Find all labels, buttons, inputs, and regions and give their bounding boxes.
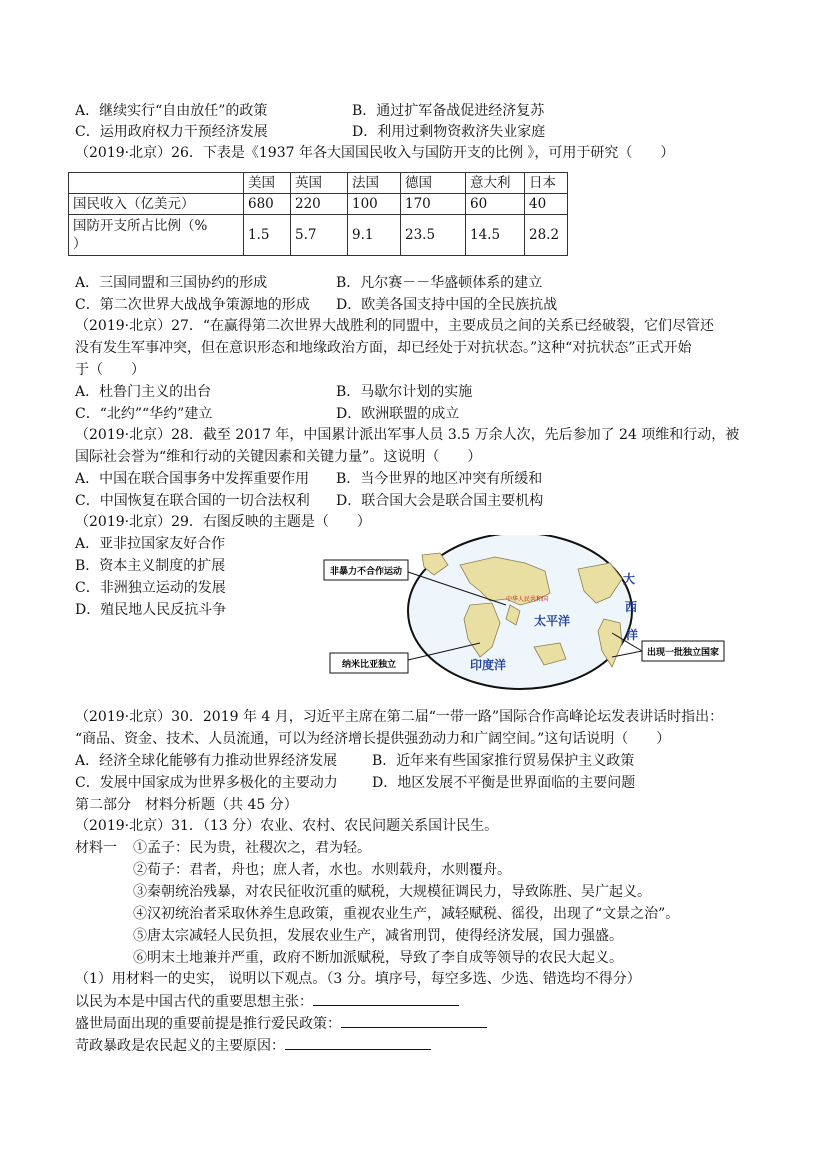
q31-material-label: 材料一	[75, 840, 117, 856]
q29-option-b: B．资本主义制度的扩展	[75, 558, 226, 574]
q27-option-b: B．马歇尔计划的实施	[336, 384, 473, 400]
q28-stem-line2: 国际社会誉为“维和行动的关键因素和关键力量”。这说明（ ）	[75, 449, 482, 465]
q29-option-c: C．非洲独立运动的发展	[75, 580, 226, 596]
q31-fill-row-1	[75, 991, 459, 1012]
map-label-atlantic-1: 大	[623, 572, 636, 586]
table-cell: 14.5	[466, 215, 525, 256]
q25-option-b: B．通过扩军备战促进经济复苏	[352, 103, 545, 119]
table-cell	[69, 173, 244, 194]
q31-fill-row-2	[75, 1013, 487, 1034]
table-row	[69, 215, 568, 256]
q31-fill-prompt-1: 以民为本是中国古代的重要思想主张：	[75, 994, 313, 1010]
q28-option-a: A．中国在联合国事务中发挥重要作用	[75, 471, 310, 487]
row2-label-line1: 国防开支所占比例（%	[73, 218, 208, 234]
table-cell: 意大利	[466, 173, 525, 194]
table-cell: 28.2	[525, 215, 568, 256]
answer-blank-1[interactable]	[313, 991, 459, 1006]
q31-fill-prompt-3: 苛政暴政是农民起义的主要原因：	[75, 1038, 285, 1054]
q26-option-b: B．凡尔赛－－华盛顿体系的建立	[336, 275, 543, 291]
table-cell	[69, 215, 244, 256]
table-row	[69, 194, 568, 215]
q27-option-a: A．杜鲁门主义的出台	[75, 384, 212, 400]
q29-option-d: D．殖民地人民反抗斗争	[75, 602, 227, 618]
q25-option-a: A．继续实行“自由放任”的政策	[75, 103, 268, 119]
q30-option-a: A．经济全球化能够有力推动世界经济发展	[75, 753, 338, 769]
map-label-noncoop: 非暴力不合作运动	[329, 567, 403, 577]
q30-option-c: C．发展中国家成为世界多极化的主要动力	[75, 775, 338, 791]
q27-stem-line3: 于（ ）	[75, 362, 145, 378]
q31-material-item-2: ②荀子：君者，舟也；庶人者，水也。水则载舟，水则覆舟。	[133, 862, 511, 878]
q28-stem-line1: （2019·北京）28．截至 2017 年，中国累计派出军事人员 3.5 万余人次，先后参加了 24 项维和行动，被	[75, 427, 740, 443]
table-cell: 170	[401, 194, 466, 215]
map-label-nasser: 纳米比亚独立	[341, 660, 397, 670]
row2-label-line2: ）	[73, 236, 87, 252]
q27-stem-line2: 没有发生军事冲突，但在意识形态和地缘政治方面，却已经处于对抗状态。”这种“对抗状态”正式开始	[75, 340, 692, 356]
table-cell: 德国	[401, 173, 466, 194]
part2-title: 第二部分 材料分析题（共 45 分）	[75, 797, 298, 813]
table-cell: 220	[291, 194, 348, 215]
q29-option-a: A．亚非拉国家友好合作	[75, 536, 226, 552]
q31-stem: （2019·北京）31．（13 分）农业、农村、农民问题关系国计民生。	[75, 818, 499, 834]
q31-material-item-4: ④汉初统治者采取休养生息政策，重视农业生产，减轻赋税、徭役，出现了“文景之治”。	[133, 906, 680, 922]
map-label-pacific: 太平洋	[534, 614, 571, 628]
table-header-row	[69, 173, 568, 194]
q31-material-item-3: ③秦朝统治残暴，对农民征收沉重的赋税，大规模征调民力，导致陈胜、吴广起义。	[133, 884, 651, 900]
table-cell: 100	[348, 194, 401, 215]
table-cell: 9.1	[348, 215, 401, 256]
answer-blank-2[interactable]	[341, 1013, 487, 1028]
table-cell: 日本	[525, 173, 568, 194]
q28-option-d: D．联合国大会是联合国主要机构	[336, 493, 544, 509]
table-cell: 英国	[291, 173, 348, 194]
table-cell: 680	[244, 194, 291, 215]
q26-option-a: A．三国同盟和三国协约的形成	[75, 275, 268, 291]
q31-material-item-5: ⑤唐太宗减轻人民负担，发展农业生产，减省刑罚，使得经济发展，国力强盛。	[133, 928, 623, 944]
q29-stem: （2019·北京）29．右图反映的主题是（ ）	[75, 514, 371, 530]
income-defense-table	[68, 172, 568, 256]
q31-material-item-6: ⑥明末土地兼并严重，政府不断加派赋税，导致了李自成等领导的农民大起义。	[133, 950, 623, 966]
q30-option-b: B．近年来有些国家推行贸易保护主义政策	[372, 753, 635, 769]
q30-stem-line1: （2019·北京）30．2019 年 4 月，习近平主席在第二届“一带一路”国际合作高峰论坛发表讲话时指出：	[75, 709, 724, 725]
q31-material-item-1: ①孟子：民为贵，社稷次之，君为轻。	[133, 840, 371, 856]
q26-stem: （2019·北京）26．下表是《1937 年各大国国民收入与国防开支的比例 》，可用于研究（ ）	[75, 145, 675, 161]
q27-option-c: C．“北约”“华约”建立	[75, 406, 213, 422]
table-cell: 40	[525, 194, 568, 215]
table-cell: 1.5	[244, 215, 291, 256]
answer-blank-3[interactable]	[285, 1035, 431, 1050]
q28-option-c: C．中国恢复在联合国的一切合法权利	[75, 493, 310, 509]
q26-option-c: C．第二次世界大战战争策源地的形成	[75, 297, 310, 313]
q26-option-d: D．欧美各国支持中国的全民族抗战	[336, 297, 558, 313]
q27-stem-line1: （2019·北京）27．“在赢得第二次世界大战胜利的同盟中，主要成员之间的关系已经破裂，它们尽管还	[75, 318, 715, 334]
q30-stem-line2: “商品、资金、技术、人员流通，可以为经济增长提供强劲动力和广阔空间。”这句话说明（ ）	[75, 731, 671, 747]
q31-fill-row-3	[75, 1035, 431, 1056]
map-label-atlantic-2: 西	[625, 600, 638, 614]
map-label-independent: 出现一批独立国家	[646, 648, 720, 658]
q31-fill-prompt-2: 盛世局面出现的重要前提是推行爱民政策：	[75, 1016, 341, 1032]
q31-sub1-instruction: （1）用材料一的史实， 说明以下观点。（3 分。填序号，每空多选、少选、错选均不得分）	[75, 971, 641, 987]
q28-option-b: B．当今世界的地区冲突有所缓和	[336, 471, 543, 487]
q25-option-c: C．运用政府权力干预经济发展	[75, 124, 268, 140]
q27-option-d: D．欧洲联盟的成立	[336, 406, 460, 422]
table-cell: 国民收入（亿美元）	[69, 194, 244, 215]
map-label-indian: 印度洋	[470, 658, 507, 672]
table-cell: 5.7	[291, 215, 348, 256]
map-label-prc: 中华人民共和国	[506, 596, 549, 603]
world-map-figure	[320, 535, 730, 695]
q25-option-d: D．利用过剩物资救济失业家庭	[352, 124, 546, 140]
table-cell: 法国	[348, 173, 401, 194]
q30-option-d: D．地区发展不平衡是世界面临的主要问题	[372, 775, 636, 791]
table-cell: 23.5	[401, 215, 466, 256]
map-label-atlantic-3: 洋	[626, 628, 639, 642]
table-cell: 60	[466, 194, 525, 215]
table-cell: 美国	[244, 173, 291, 194]
